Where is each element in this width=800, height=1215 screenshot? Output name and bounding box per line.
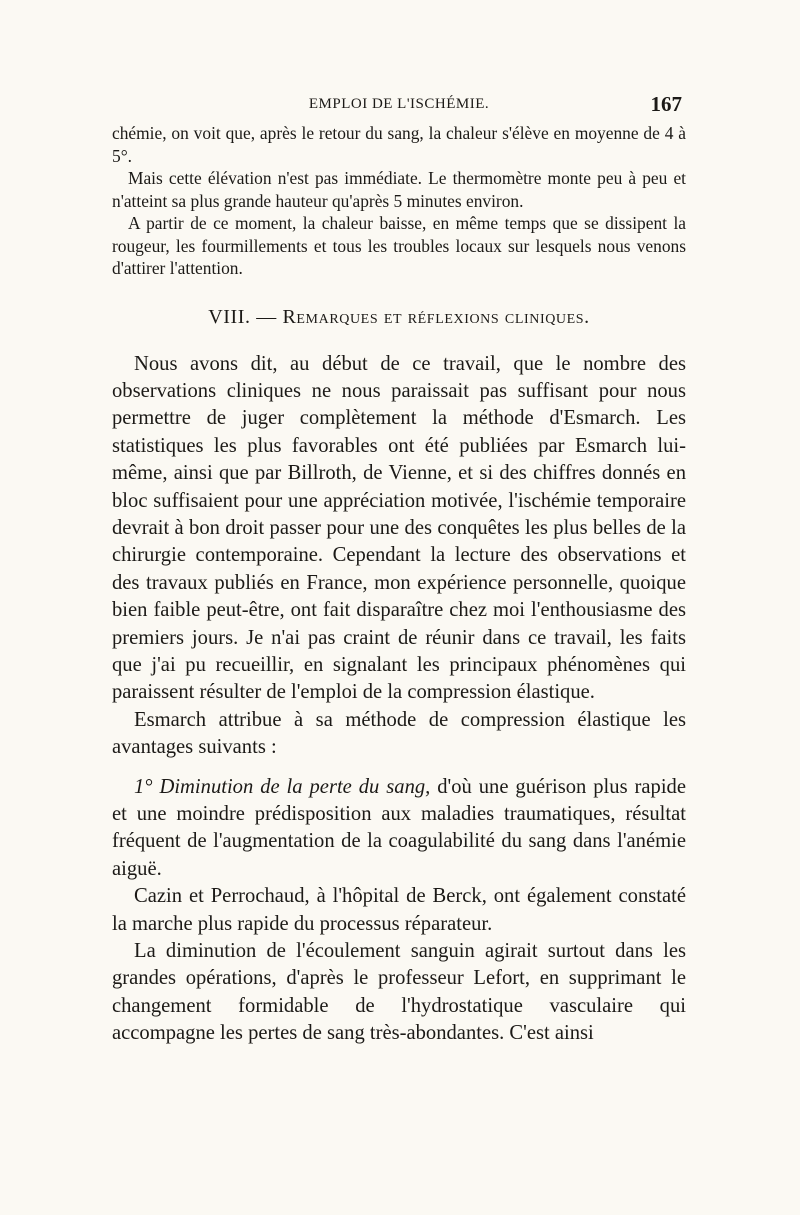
numbered-point-text: d'où une guérison plus rapide et une moindre prédisposition aux maladies traumatiques, résultat fréquent de l'augmentation de la coagulabilité du sang dans l'anémie aiguë. — [112, 775, 686, 880]
page-number: 167 — [650, 92, 682, 116]
intro-paragraph-2: Mais cette élévation n'est pas immédiate. Le thermomètre monte peu à peu et n'atteint sa plus grande hauteur qu'après 5 minutes environ. — [112, 168, 686, 211]
section-numeral: VIII. — — [208, 305, 283, 328]
section-title: Remarques et réflexions cliniques. — [282, 305, 590, 328]
body-paragraph-5: La diminution de l'écoulement sanguin agirait surtout dans les grandes opérations, d'après le professeur Lefort, en supprimant le changement formidable de l'hydrostatique vasculaire qui accompagne les pertes de sang très-abondantes. C'est ainsi — [112, 940, 686, 1045]
book-page — [112, 92, 686, 1048]
body-paragraph-1: Nous avons dit, au début de ce travail, que le nombre des observations cliniques ne nous paraissait pas suffisant pour nous permettre de juger complètement la méthode d'Esmarch. Les statistiques les plus favorables ont été publiées par Esmarch lui-même, ainsi que par Billroth, de Vienne, et si des chiffres donnés en bloc suffisaient pour une appréciation motivée, l'ischémie temporaire devrait à bon droit passer pour une des conquêtes les plus belles de la chirurgie contemporaine. Cependant la lecture des observations et des travaux publiés en France, mon expérience personnelle, quoique bien faible peut-être, ont fait disparaître chez moi l'enthousiasme des premiers jours. Je n'ai pas craint de réunir dans ce travail, les faits que j'ai pu recueillir, en signalant les principaux phénomènes qui paraissent résulter de l'emploi de la compression élastique. — [112, 352, 686, 704]
intro-paragraph-1: chémie, on voit que, après le retour du sang, la chaleur s'élève en moyenne de 4 à 5°. — [112, 123, 686, 166]
body-paragraph-4: Cazin et Perrochaud, à l'hôpital de Berck, ont également constaté la marche plus rapide du processus réparateur. — [112, 885, 686, 935]
body-paragraph-3 — [112, 774, 686, 884]
intro-paragraph-3: A partir de ce moment, la chaleur baisse, en même temps que se dissipent la rougeur, les fourmillements et tous les troubles locaux sur lesquels nous venons d'attirer l'attention. — [112, 213, 686, 278]
running-title: EMPLOI DE L'ISCHÉMIE. — [308, 96, 490, 112]
numbered-point-label: 1° Diminution de la perte du sang, — [134, 775, 431, 798]
body-paragraph-2: Esmarch attribue à sa méthode de compression élastique les avantages suivants : — [112, 708, 686, 759]
running-head — [112, 92, 686, 122]
section-heading — [112, 306, 686, 329]
